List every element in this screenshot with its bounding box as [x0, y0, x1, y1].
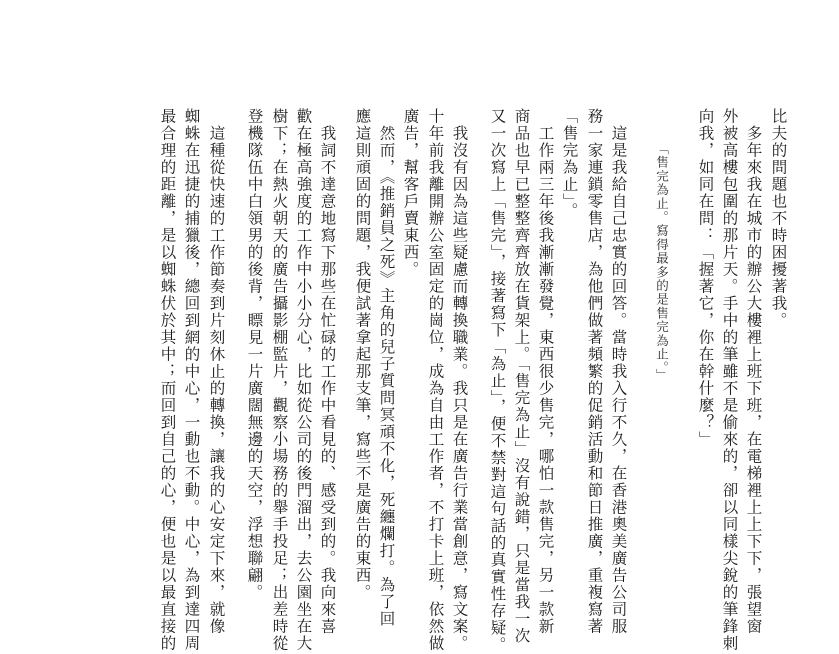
text-column: 歡在極高強度的工作中小小分心，比如從公司的後門溜出，去公園坐在大: [294, 108, 313, 652]
text-column: 我詞不達意地寫下那些在忙碌的工作中看見的、感受到的。我向來喜: [318, 125, 337, 635]
text-column: 廣告，幫客戶賣東西。: [401, 108, 420, 278]
text-column: 登機隊伍中白領男的後背，瞟見一片廣闊無邊的天空，浮想聯翩。: [245, 108, 264, 601]
text-column: 這是我給自己忠實的回答。當時我入行不久，在香港奧美廣告公司服: [609, 125, 628, 635]
text-column: 務一家連鎖零售店，為他們做著頻繁的促銷活動和節日推廣，重複寫著: [585, 108, 604, 635]
block-quote-column: 「售完為止。寫得最多的是售完為止。」: [654, 142, 670, 383]
text-column: 外被高樓包圍的那片天。手中的筆雖不是偷來的，卻以同樣尖銳的筆鋒刺: [720, 108, 739, 652]
text-column: 比夫的問題也不時困擾著我。: [769, 108, 788, 329]
text-column: 工作兩三年後我漸漸發覺，東西很少售完，哪怕一款售完，另一款新: [536, 125, 555, 635]
text-column: 十年前我離開辦公室固定的崗位，成為自由工作者，不打卡上班，依然做: [426, 108, 445, 652]
text-column: 樹下；在熱火朝天的廣告攝影棚監片，觀察小場務的舉手投足；出差時從: [270, 108, 289, 652]
text-column: 「售完為止」。: [560, 108, 579, 220]
text-column: 應這則頑固的問題，我便試著拿起那支筆，寫些不是廣告的東西。: [353, 108, 372, 601]
text-column: 蜘蛛在迅捷的捕獵後，總回到網的中心，一動也不動。中心，為到達四周: [182, 108, 201, 652]
text-column: 然而，《推銷員之死》主角的兒子質問冥頑不化，死纏爛打。為了回: [377, 125, 396, 628]
text-column: 最合理的距離，是以蜘蛛伏於其中；而回到自己的心，便也是以最直接的: [158, 108, 177, 652]
text-column: 我沒有因為這些疑慮而轉換職業。我只是在廣告行業當創意，寫文案。: [450, 125, 469, 652]
text-column: 商品也早已整整齊齊放在貨架上。「售完為止」沒有說錯，只是當我一次: [512, 108, 531, 645]
text-column: 向我，如同在問：「握著它，你在幹什麼？」: [696, 108, 715, 448]
text-column: 又一次寫上「售完」，接著寫下「為止」，便不禁對這句話的真實性存疑。: [488, 108, 507, 654]
text-column: 這種從快速的工作節奏到片刻休止的轉換，讓我的心安定下來，就像: [207, 125, 226, 635]
text-column: 多年來我在城市的辦公大樓裡上班下班，在電梯裡上上下下，張望窗: [744, 125, 763, 635]
